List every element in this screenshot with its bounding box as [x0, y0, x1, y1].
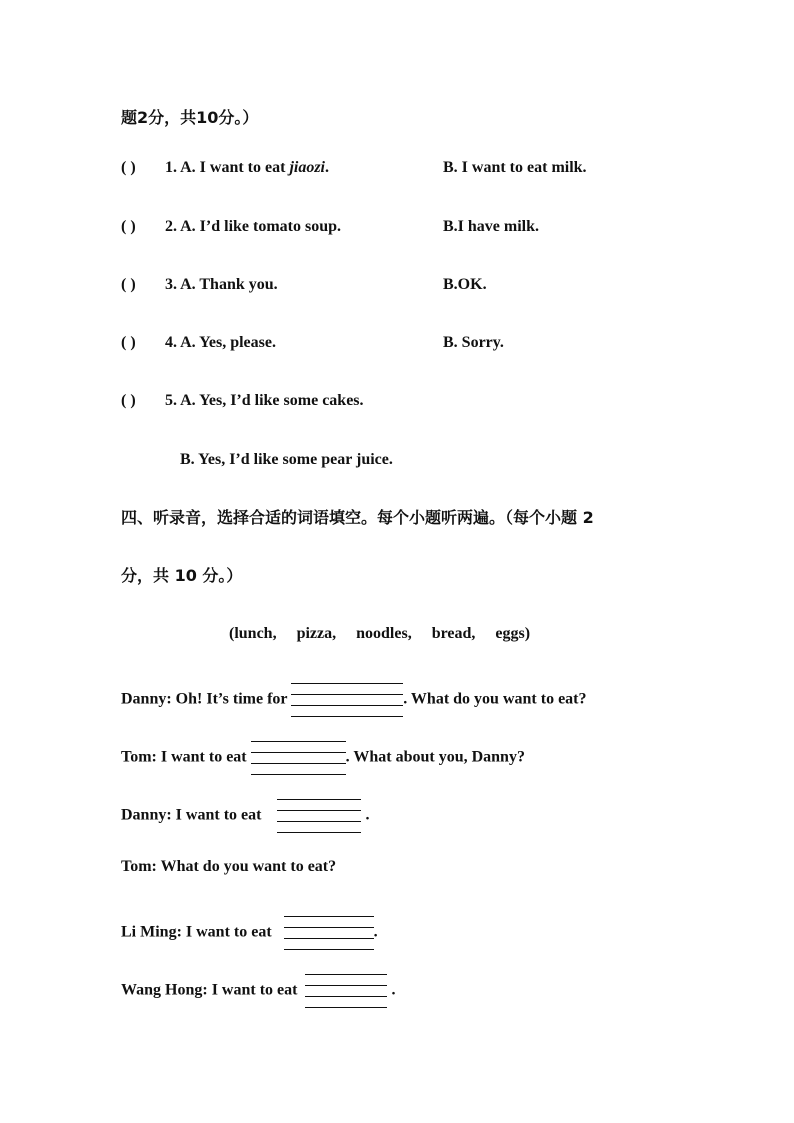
choice-a-end: . [325, 159, 329, 176]
dialogue-text-after: . [361, 806, 370, 824]
dialogue-text-after: . What about you, Danny? [345, 748, 525, 766]
dialogue-line-4 [121, 857, 336, 877]
choice-a-text: 1. A. I want to eat [165, 159, 290, 176]
dialogue-line-3 [121, 799, 369, 833]
choice-a [165, 158, 329, 178]
dialogue-text: Li Ming: I want to eat [121, 923, 276, 941]
choice-b: B. Sorry. [443, 334, 504, 351]
choice-b: B.OK. [443, 276, 487, 293]
dialogue-text-after: . [387, 981, 396, 999]
answer-blank[interactable] [251, 741, 346, 775]
answer-paren[interactable]: ( ) [121, 218, 136, 235]
section4-heading-line2: 分，共 10 分。） [121, 566, 243, 585]
dialogue-text: Wang Hong: I want to eat [121, 981, 302, 999]
choice-b: B. Yes, I’d like some pear juice. [180, 451, 393, 468]
dialogue-line-2 [121, 741, 525, 775]
answer-paren[interactable]: ( ) [121, 392, 136, 409]
dialogue-text: Danny: I want to eat [121, 806, 266, 824]
answer-blank[interactable] [277, 799, 361, 833]
choice-a: 2. A. I’d like tomato soup. [165, 218, 342, 235]
choice-b: B.I have milk. [443, 218, 540, 235]
section4-heading-line1: 四、听录音，选择合适的词语填空。每个小题听两遍。（每个小题 2 [121, 508, 594, 527]
answer-blank[interactable] [291, 683, 403, 717]
answer-paren[interactable]: ( ) [121, 334, 136, 351]
intro-tail: 题2分，共10分。） [121, 108, 259, 127]
answer-blank[interactable] [305, 974, 387, 1008]
dialogue-text: Tom: I want to eat [121, 748, 251, 766]
dialogue-line-6 [121, 974, 395, 1008]
dialogue-line-1 [121, 683, 587, 717]
dialogue-text-after: . [373, 923, 378, 941]
word-bank: (lunch, pizza, noodles, bread, eggs) [229, 625, 531, 642]
dialogue-line-5 [121, 916, 378, 950]
choice-a: 4. A. Yes, please. [165, 334, 276, 351]
choice-a-italic: jiaozi [289, 159, 325, 176]
choice-a: 5. A. Yes, I’d like some cakes. [165, 392, 364, 409]
dialogue-text: Tom: What do you want to eat? [121, 858, 337, 875]
answer-paren[interactable]: ( ) [121, 276, 136, 293]
choice-b: B. I want to eat milk. [443, 159, 587, 176]
answer-paren[interactable]: ( ) [121, 159, 136, 176]
choice-a: 3. A. Thank you. [165, 276, 278, 293]
dialogue-text-after: . What do you want to eat? [403, 690, 587, 708]
dialogue-text: Danny: Oh! It’s time for [121, 690, 292, 708]
answer-blank[interactable] [284, 916, 374, 950]
